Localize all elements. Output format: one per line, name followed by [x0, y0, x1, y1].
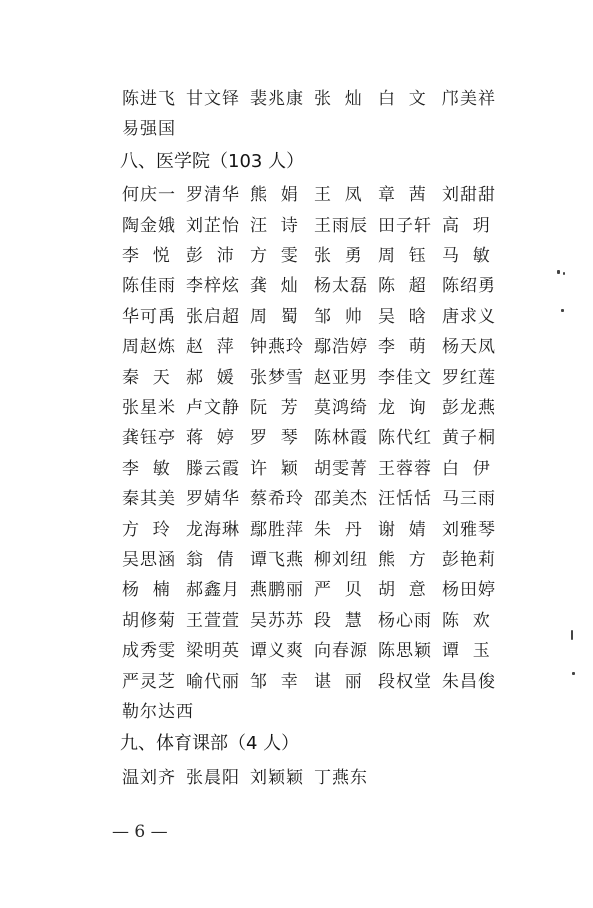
person-name: 龚钰亭	[122, 428, 176, 449]
person-name: 张梦雪	[250, 367, 304, 388]
person-name: 易强国	[122, 119, 176, 140]
person-name: 熊 娟	[250, 185, 299, 206]
person-name: 华可禹	[122, 306, 176, 327]
person-name: 陈思颖	[378, 641, 432, 662]
name-row	[122, 636, 506, 666]
person-name: 方 玲	[122, 519, 171, 540]
person-name: 喻代丽	[186, 671, 240, 692]
person-name: 陈代红	[378, 428, 432, 449]
person-name: 裴兆康	[250, 89, 304, 109]
section-heading: 九、体育课部（4 人）	[120, 733, 300, 755]
person-name: 吴 晗	[378, 306, 427, 327]
person-name: 张晨阳	[186, 767, 240, 788]
person-name: 唐求义	[442, 306, 496, 327]
person-name: 马三雨	[442, 489, 496, 510]
person-name: 周 钰	[378, 246, 427, 266]
person-name: 翁 倩	[186, 550, 235, 570]
person-name: 刘颖颖	[250, 767, 304, 788]
person-name: 罗婧华	[186, 489, 240, 510]
person-name: 胡修菊	[122, 610, 176, 631]
name-row	[122, 763, 378, 793]
person-name: 赵亚男	[314, 367, 368, 388]
person-name: 谭 玉	[442, 641, 491, 662]
person-name: 钟燕玲	[250, 337, 304, 358]
person-name: 郝 媛	[186, 367, 235, 388]
name-row	[122, 667, 506, 697]
person-name: 王雨辰	[314, 215, 368, 236]
person-name: 张星米	[122, 398, 176, 418]
person-name: 黄子桐	[442, 428, 496, 449]
person-name: 邵美杰	[314, 489, 368, 510]
person-name: 陈 超	[378, 276, 427, 297]
person-name: 陈佳雨	[122, 276, 176, 297]
person-name: 谢 婧	[378, 519, 427, 540]
person-name: 刘甜甜	[442, 185, 496, 206]
person-name: 胡雯菁	[314, 458, 368, 479]
person-name: 陈绍勇	[442, 276, 496, 297]
person-name: 李 萌	[378, 337, 427, 358]
person-name: 刘芷怡	[186, 215, 240, 236]
person-name: 严灵芝	[122, 671, 176, 692]
person-name: 彭龙燕	[442, 398, 496, 418]
scan-mark	[572, 672, 575, 675]
person-name: 莫鸿绮	[314, 398, 368, 418]
person-name: 陈进飞	[122, 89, 176, 109]
person-name: 彭艳莉	[442, 550, 496, 570]
person-name: 段 慧	[314, 610, 363, 631]
person-name: 胡 意	[378, 580, 427, 601]
person-name: 何庆一	[122, 185, 176, 206]
name-row	[122, 575, 506, 605]
person-name: 杨太磊	[314, 276, 368, 297]
person-name: 王萱萱	[186, 610, 240, 631]
person-name: 成秀雯	[122, 641, 176, 662]
person-name: 秦 天	[122, 367, 171, 388]
person-name: 章 茜	[378, 185, 427, 206]
person-name: 滕云霞	[186, 458, 240, 479]
person-name: 张启超	[186, 306, 240, 327]
person-name: 汪 诗	[250, 215, 299, 236]
person-name: 吴苏苏	[250, 610, 304, 631]
name-row	[122, 302, 506, 332]
person-name: 田子轩	[378, 215, 432, 236]
person-name: 龙海琳	[186, 519, 240, 540]
person-name: 李 悦	[122, 246, 171, 266]
person-name: 罗 琴	[250, 428, 299, 449]
person-name: 鄢浩婷	[314, 337, 368, 358]
scan-mark	[557, 270, 560, 274]
person-name: 梁明英	[186, 641, 240, 662]
name-row	[122, 180, 506, 210]
person-name: 谌 丽	[314, 671, 363, 692]
person-name: 秦其美	[122, 489, 176, 510]
person-name: 柳刘纽	[314, 550, 368, 570]
person-name: 汪恬恬	[378, 489, 432, 510]
name-row	[122, 114, 186, 144]
person-name: 许 颖	[250, 458, 299, 479]
section-heading: 八、医学院（103 人）	[120, 150, 305, 172]
person-name: 朱 丹	[314, 519, 363, 540]
name-row	[122, 545, 506, 575]
person-name: 张 灿	[314, 89, 363, 109]
person-name: 杨天凤	[442, 337, 496, 358]
name-row	[122, 271, 506, 301]
person-name: 向春源	[314, 641, 368, 662]
person-name: 杨田婷	[442, 580, 496, 601]
person-name: 邹 帅	[314, 306, 363, 327]
person-name: 燕鹏丽	[250, 580, 304, 601]
page-number: — 6 —	[112, 822, 168, 842]
person-name: 朱昌俊	[442, 671, 496, 692]
name-row	[122, 697, 194, 727]
person-name: 杨心雨	[378, 610, 432, 631]
person-name: 谭飞燕	[250, 550, 304, 570]
person-name: 龚 灿	[250, 276, 299, 297]
scan-mark	[563, 272, 565, 275]
person-name: 杨 楠	[122, 580, 171, 601]
person-name: 段权堂	[378, 671, 432, 692]
person-name: 卢文静	[186, 398, 240, 418]
scan-mark	[571, 630, 573, 640]
name-row	[122, 423, 506, 453]
person-name: 马 敏	[442, 246, 491, 266]
person-name: 白 伊	[442, 458, 491, 479]
person-name: 李佳文	[378, 367, 432, 388]
person-name: 彭 沛	[186, 246, 235, 266]
person-name: 王蓉蓉	[378, 458, 432, 479]
person-name: 谭义爽	[250, 641, 304, 662]
person-name: 温刘齐	[122, 767, 176, 788]
person-name: 邝美祥	[442, 89, 496, 109]
person-name: 蔡希玲	[250, 489, 304, 510]
name-row	[122, 211, 506, 241]
person-name: 赵 萍	[186, 337, 235, 358]
person-name: 郝鑫月	[186, 580, 240, 601]
person-name: 罗清华	[186, 185, 240, 206]
person-name: 熊 方	[378, 550, 427, 570]
name-row	[122, 606, 506, 636]
scan-mark	[561, 309, 564, 312]
person-name: 严 贝	[314, 580, 363, 601]
person-name: 吴思涵	[122, 550, 176, 570]
name-row	[122, 393, 506, 423]
person-name: 龙 询	[378, 398, 427, 418]
person-name: 张 勇	[314, 246, 363, 266]
name-row	[122, 332, 506, 362]
person-name: 李梓炫	[186, 276, 240, 297]
person-name: 刘雅琴	[442, 519, 496, 540]
person-name: 陶金娥	[122, 215, 176, 236]
person-name: 王 凤	[314, 185, 363, 206]
name-row	[122, 84, 506, 114]
person-name: 罗红莲	[442, 367, 496, 388]
name-row	[122, 515, 506, 545]
person-name: 陈 欢	[442, 610, 491, 631]
name-row	[122, 363, 506, 393]
person-name: 鄢胜萍	[250, 519, 304, 540]
name-row	[122, 484, 506, 514]
person-name: 方 雯	[250, 246, 299, 266]
person-name: 白 文	[378, 89, 427, 109]
person-name: 陈林霞	[314, 428, 368, 449]
person-name: 周赵炼	[122, 337, 176, 358]
person-name: 李 敏	[122, 458, 171, 479]
person-name: 邹 幸	[250, 671, 299, 692]
person-name: 周 蜀	[250, 306, 299, 327]
person-name: 甘文铎	[186, 89, 240, 109]
name-row	[122, 241, 506, 271]
person-name: 勒尔达西	[122, 702, 194, 722]
person-name: 高 玥	[442, 215, 491, 236]
person-name: 丁燕东	[314, 767, 368, 788]
name-row	[122, 454, 506, 484]
person-name: 阮 芳	[250, 398, 299, 418]
person-name: 蒋 婷	[186, 428, 235, 449]
